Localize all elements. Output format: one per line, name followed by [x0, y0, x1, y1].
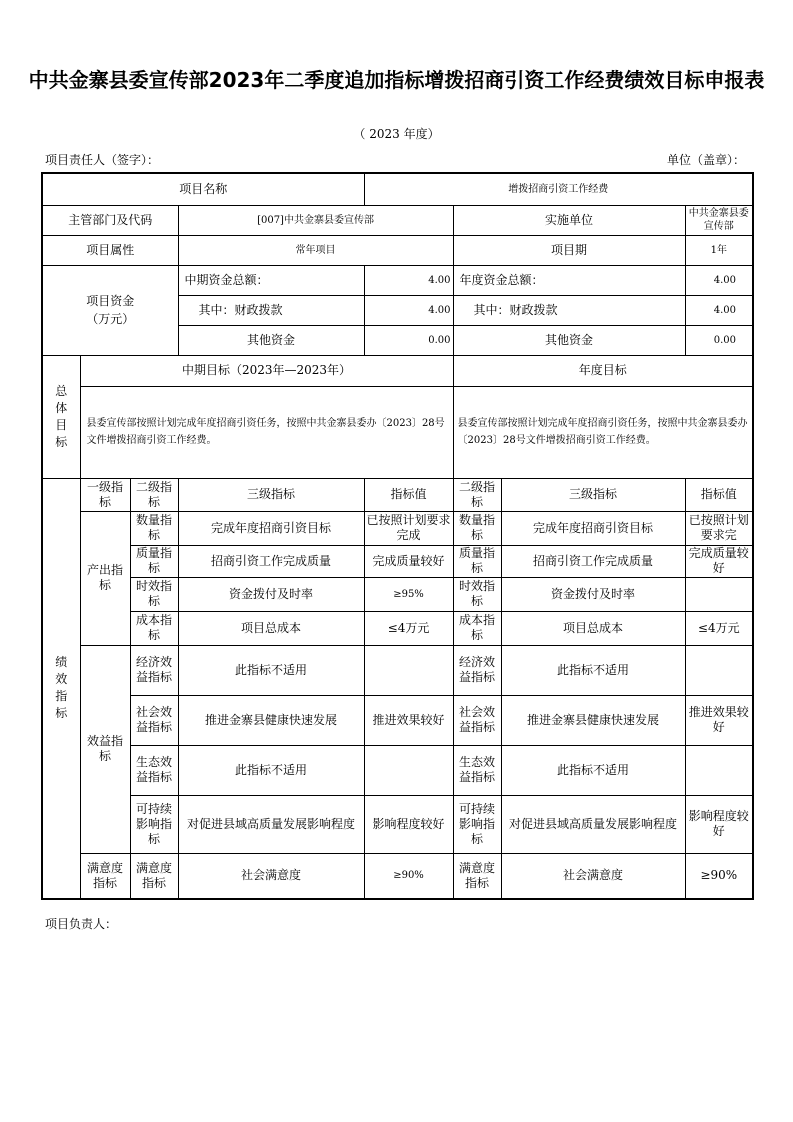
table-row-lvl2: 质量指标: [130, 545, 178, 577]
performance-table: [41, 172, 754, 900]
mid-goal-text: 县委宣传部按照计划完成年度招商引资任务，按照中共金寨县委办〔2023〕28号文件增拨招商引资工作经费。: [80, 386, 453, 478]
table-row-lvl2: 成本指标: [130, 611, 178, 645]
footer-label: 项目负责人：: [45, 917, 118, 931]
project-name-label: 项目名称: [42, 173, 364, 205]
table-row-lvl2: 经济效益指标: [130, 645, 178, 695]
table-row-lvl2-year: 社会效益指标: [453, 695, 501, 745]
table-row-lvl3-year: 社会满意度: [501, 853, 685, 899]
year-fiscal-label: 其中：财政拨款: [453, 295, 685, 325]
year-total-label: 年度资金总额：: [453, 265, 685, 295]
year-other-value: 0.00: [685, 325, 753, 355]
table-row-lvl2: 生态效益指标: [130, 745, 178, 795]
mid-fiscal-value: 4.00: [364, 295, 453, 325]
mid-other-label: 其他资金: [178, 325, 364, 355]
benefit-indicators-text: 效益指标: [86, 734, 123, 763]
header-lvl3: 三级指标: [178, 478, 364, 511]
benefit-indicators-label: [80, 645, 130, 853]
table-row-lvl3-year: 完成年度招商引资目标: [501, 511, 685, 545]
table-row-value: 已按照计划要求完成: [364, 511, 453, 545]
impl-unit-value: 中共金寨县委宣传部: [685, 205, 753, 235]
page-title: 中共金寨县委宣传部2023年二季度追加指标增拨招商引资工作经费绩效目标申报表: [28, 68, 765, 92]
funds-label-text: 项目资金（万元）: [86, 294, 135, 326]
mid-other-value: 0.00: [364, 325, 453, 355]
header-lvl2: 二级指标: [130, 478, 178, 511]
mid-fiscal-label: 其中：财政拨款: [178, 295, 364, 325]
table-row-lvl3: 项目总成本: [178, 611, 364, 645]
table-row-value-year: 推进效果较好: [685, 695, 753, 745]
table-row-value: ≥90%: [364, 853, 453, 899]
period-value: 1年: [685, 235, 753, 265]
impl-unit-label: 实施单位: [453, 205, 685, 235]
attr-label: 项目属性: [42, 235, 178, 265]
table-row-lvl2-year: 成本指标: [453, 611, 501, 645]
table-row-lvl3: 推进金寨县健康快速发展: [178, 695, 364, 745]
table-row-lvl3: 此指标不适用: [178, 645, 364, 695]
header-lvl2-year: 二级指标: [453, 478, 501, 511]
overall-goals-label: [42, 355, 80, 478]
attr-value: 常年项目: [178, 235, 453, 265]
table-row-lvl2-year: 经济效益指标: [453, 645, 501, 695]
table-row-lvl3: 社会满意度: [178, 853, 364, 899]
project-name-value: 增拨招商引资工作经费: [364, 173, 753, 205]
table-row-lvl2-year: 数量指标: [453, 511, 501, 545]
table-row-value-year: [685, 745, 753, 795]
table-row-lvl3-year: 招商引资工作完成质量: [501, 545, 685, 577]
output-indicators-text: 产出指标: [86, 563, 123, 592]
year-other-label: 其他资金: [453, 325, 685, 355]
year-fiscal-value: 4.00: [685, 295, 753, 325]
table-row-value: 完成质量较好: [364, 545, 453, 577]
table-row-value: [364, 645, 453, 695]
period-label: 项目期: [453, 235, 685, 265]
table-row-lvl3: 招商引资工作完成质量: [178, 545, 364, 577]
table-row-lvl2: 社会效益指标: [130, 695, 178, 745]
table-row-lvl2: 时效指标: [130, 577, 178, 611]
perf-indicators-label: [42, 478, 80, 899]
table-row-lvl3-year: 此指标不适用: [501, 645, 685, 695]
table-row-lvl2: 满意度指标: [130, 853, 178, 899]
overall-goals-text: 总体目标: [55, 383, 68, 449]
table-row-value-year: 已按照计划要求完: [685, 511, 753, 545]
table-row-lvl2-year: 可持续影响指标: [453, 795, 501, 853]
year-total-value: 4.00: [685, 265, 753, 295]
table-row-lvl3-year: 推进金寨县健康快速发展: [501, 695, 685, 745]
funds-label: [42, 265, 178, 355]
mid-total-label: 中期资金总额：: [178, 265, 364, 295]
header-lvl3-year: 三级指标: [501, 478, 685, 511]
table-row-lvl3: 此指标不适用: [178, 745, 364, 795]
table-row-value-year: [685, 645, 753, 695]
mid-total-value: 4.00: [364, 265, 453, 295]
table-row-lvl2-year: 时效指标: [453, 577, 501, 611]
table-row-value: ≥95%: [364, 577, 453, 611]
table-row-lvl3-year: 项目总成本: [501, 611, 685, 645]
table-row-lvl3: 对促进县域高质量发展影响程度: [178, 795, 364, 853]
table-row-lvl3: 完成年度招商引资目标: [178, 511, 364, 545]
responsible-label: 项目责任人（签字）：: [45, 153, 160, 167]
table-row-lvl3-year: 资金拨付及时率: [501, 577, 685, 611]
table-row-lvl2: 可持续影响指标: [130, 795, 178, 853]
table-row-lvl2-year: 满意度指标: [453, 853, 501, 899]
output-indicators-label: [80, 511, 130, 645]
table-row-value-year: [685, 577, 753, 611]
unit-stamp-label: 单位（盖章）：: [666, 153, 745, 167]
header-lvl1: 一级指标: [80, 478, 130, 511]
table-row-lvl2-year: 质量指标: [453, 545, 501, 577]
year-goal-text: 县委宣传部按照计划完成年度招商引资任务，按照中共金寨县委办〔2023〕28号文件增拨招商引资工作经费。: [453, 386, 753, 478]
perf-indicators-text: 绩效指标: [55, 655, 68, 721]
year-goal-header: 年度目标: [453, 355, 753, 386]
table-row-value: [364, 745, 453, 795]
mid-goal-header: 中期目标（2023年—2023年）: [80, 355, 453, 386]
table-row-value-year: ≥90%: [685, 853, 753, 899]
table-row-lvl3-year: 此指标不适用: [501, 745, 685, 795]
header-value-year: 指标值: [685, 478, 753, 511]
dept-value: [007]中共金寨县委宣传部: [178, 205, 453, 235]
table-row-value: 影响程度较好: [364, 795, 453, 853]
table-row-value-year: 影响程度较好: [685, 795, 753, 853]
year-label: （ 2023 年度）: [353, 127, 440, 141]
table-row-value: 推进效果较好: [364, 695, 453, 745]
header-value: 指标值: [364, 478, 453, 511]
satisfaction-indicators-label: 满意度指标: [80, 853, 130, 899]
table-row-value-year: ≤4万元: [685, 611, 753, 645]
dept-label: 主管部门及代码: [42, 205, 178, 235]
table-row-lvl3-year: 对促进县域高质量发展影响程度: [501, 795, 685, 853]
table-row-value-year: 完成质量较好: [685, 545, 753, 577]
table-row-value: ≤4万元: [364, 611, 453, 645]
table-row-lvl2: 数量指标: [130, 511, 178, 545]
table-row-lvl2-year: 生态效益指标: [453, 745, 501, 795]
table-row-lvl3: 资金拨付及时率: [178, 577, 364, 611]
